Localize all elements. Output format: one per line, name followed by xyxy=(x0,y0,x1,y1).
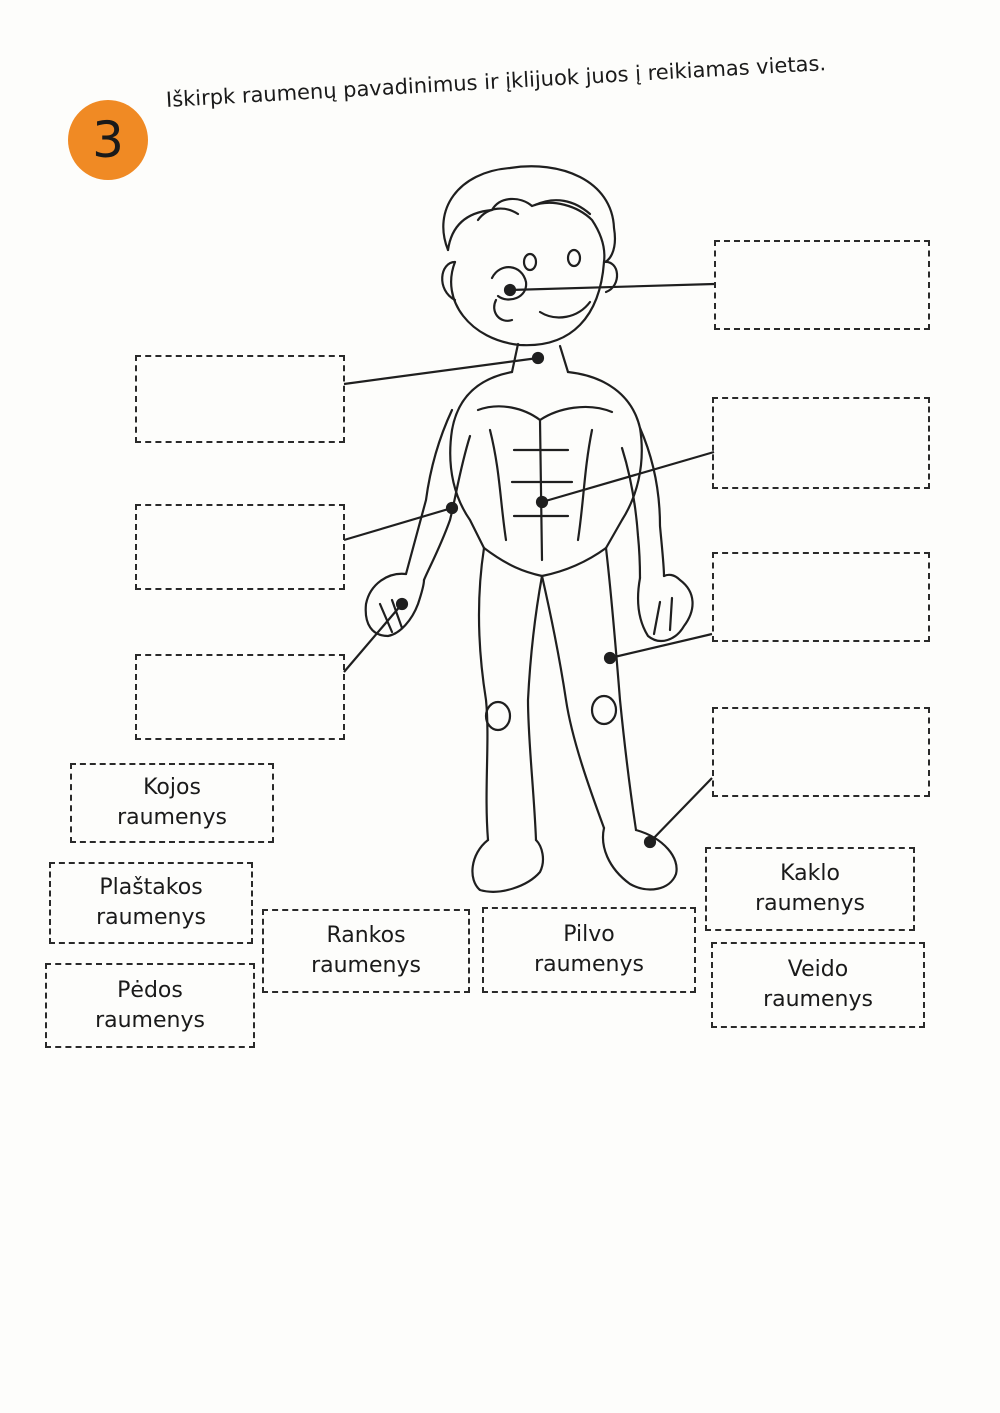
leader-dot-hand xyxy=(397,599,407,609)
label-card-veido[interactable] xyxy=(711,942,925,1028)
answer-slot-face[interactable] xyxy=(714,240,930,330)
label-card-line1: Pėdos xyxy=(117,977,183,1003)
leader-lines xyxy=(344,284,714,847)
leader-line-abdomen xyxy=(542,452,714,502)
label-card-line2: raumenys xyxy=(755,891,865,916)
boy-torso xyxy=(450,344,642,576)
label-card-line1: Veido xyxy=(787,957,849,982)
leader-line-hand xyxy=(344,604,402,672)
boy-head xyxy=(442,166,617,345)
label-card-line1: Kaklo xyxy=(780,861,840,886)
leader-line-foot xyxy=(650,778,712,842)
label-card-line2: raumenys xyxy=(534,952,644,977)
label-card-pedos[interactable] xyxy=(45,963,255,1048)
leader-line-arm xyxy=(344,508,452,540)
leader-line-neck xyxy=(344,358,538,384)
label-card-plastakos[interactable] xyxy=(49,862,253,944)
task-number: 3 xyxy=(92,111,124,169)
label-card-line2: raumenys xyxy=(117,805,227,830)
leader-dot-face xyxy=(505,285,515,295)
label-card-rankos[interactable] xyxy=(262,909,470,993)
answer-slot-neck[interactable] xyxy=(135,355,345,443)
answer-slot-abdomen[interactable] xyxy=(712,397,930,489)
label-card-line1: Pilvo xyxy=(563,922,615,947)
label-card-line2: raumenys xyxy=(95,1007,205,1033)
boy-right-arm xyxy=(622,428,693,641)
label-card-line2: raumenys xyxy=(96,905,206,930)
label-card-pilvo[interactable] xyxy=(482,907,696,993)
answer-slot-leg[interactable] xyxy=(712,552,930,642)
answer-slot-arm[interactable] xyxy=(135,504,345,590)
label-card-kojos[interactable] xyxy=(70,763,274,843)
leader-dot-leg xyxy=(605,653,615,663)
task-instruction: Iškirpk raumenų pavadinimus ir įklijuok juos į reikiamas vietas. xyxy=(165,51,827,112)
leader-line-leg xyxy=(610,634,712,658)
label-card-line2: raumenys xyxy=(311,953,421,978)
answer-slot-hand[interactable] xyxy=(135,654,345,740)
answer-slot-foot[interactable] xyxy=(712,707,930,797)
boy-left-arm xyxy=(366,410,470,636)
label-card-line2: raumenys xyxy=(763,987,873,1012)
label-card-line1: Rankos xyxy=(326,923,406,948)
label-card-kaklo[interactable] xyxy=(705,847,915,931)
leader-dot-arm xyxy=(447,503,457,513)
label-card-line1: Plaštakos xyxy=(99,875,203,900)
leader-dot-neck xyxy=(533,353,543,363)
label-card-line1: Kojos xyxy=(143,775,201,800)
leader-dot-foot xyxy=(645,837,655,847)
leader-dot-abdomen xyxy=(537,497,547,507)
